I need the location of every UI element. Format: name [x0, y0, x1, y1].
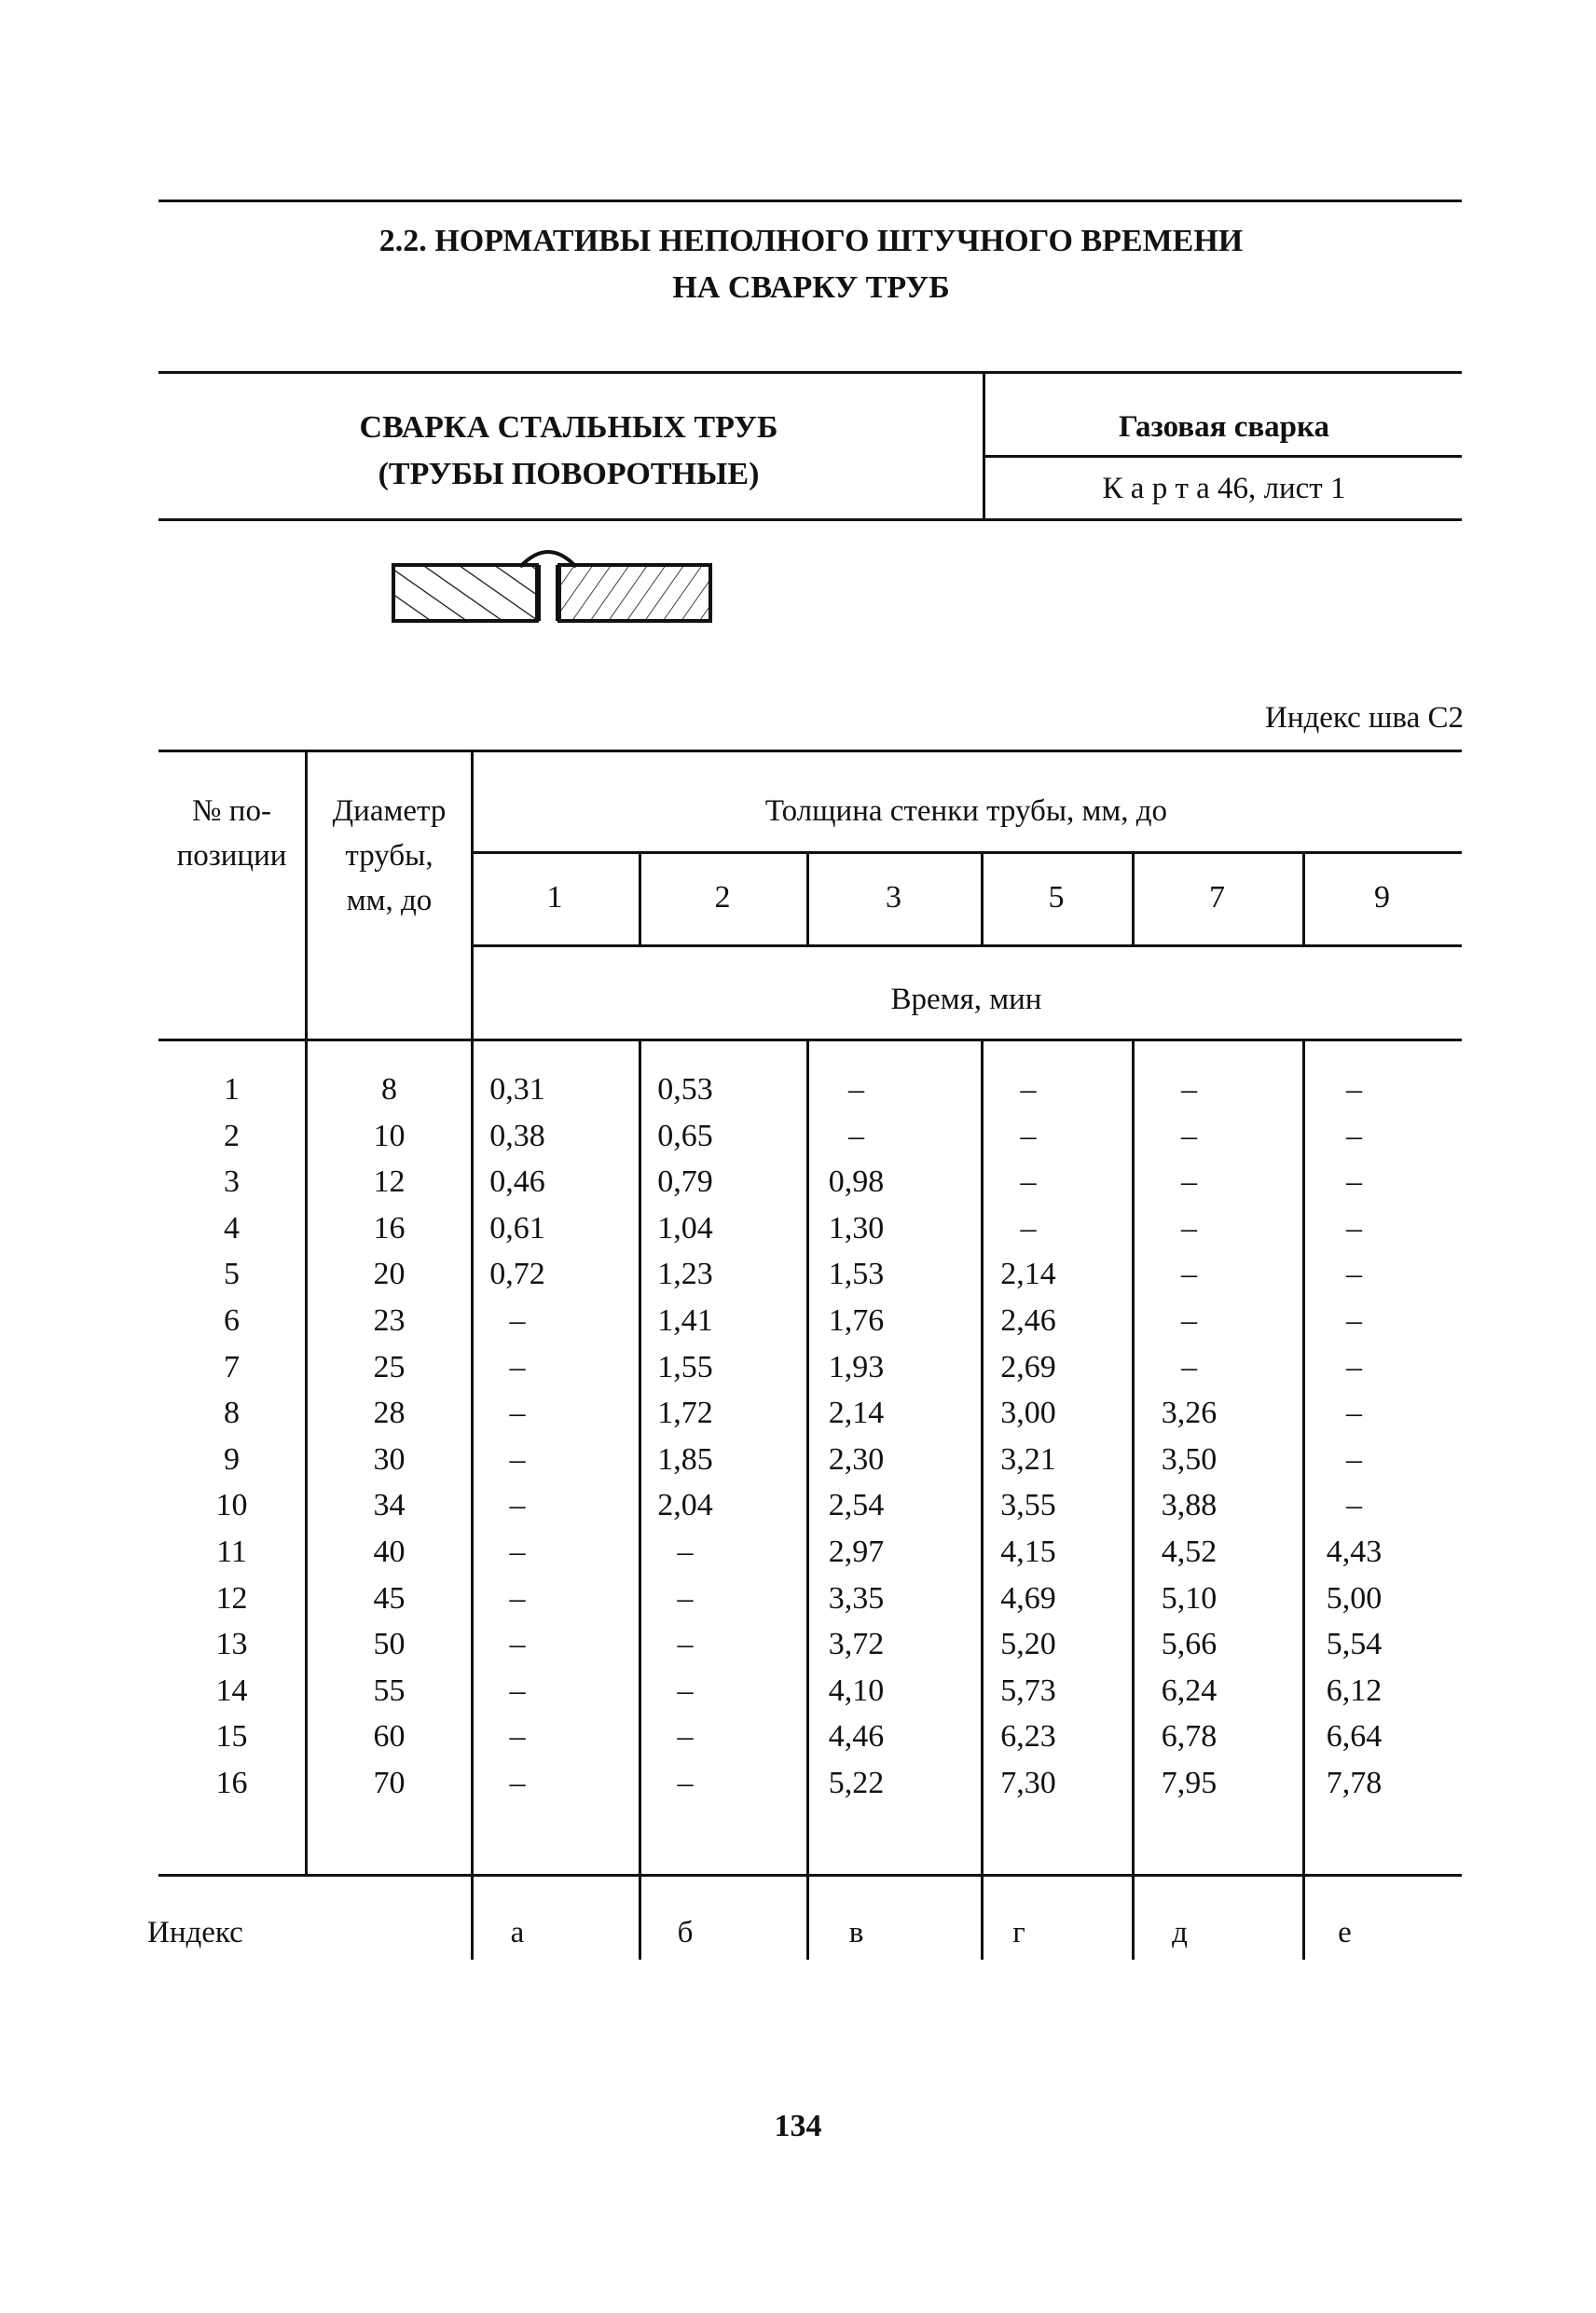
time-cell: – [848, 1119, 864, 1153]
row-diameter: 20 [373, 1257, 406, 1291]
time-cell: 3,26 [1161, 1396, 1218, 1430]
index-value: а [510, 1916, 525, 1949]
time-cell: 2,54 [828, 1488, 885, 1522]
time-cell: – [509, 1719, 526, 1754]
col-header-diameter-line3: мм, до [346, 884, 433, 917]
time-cell: – [509, 1350, 526, 1384]
row-position: 15 [215, 1719, 248, 1754]
time-cell: – [1346, 1488, 1362, 1522]
time-cell: – [509, 1303, 526, 1338]
section-title-line1: 2.2. НОРМАТИВЫ НЕПОЛНОГО ШТУЧНОГО ВРЕМЕНИ [378, 224, 1244, 258]
col-header-position-line1: № по- [192, 794, 271, 828]
time-cell: 4,69 [1000, 1581, 1056, 1616]
row-position: 3 [224, 1164, 240, 1199]
time-cell: 0,79 [657, 1164, 713, 1199]
row-diameter: 55 [373, 1673, 406, 1708]
time-cell: 0,53 [657, 1072, 713, 1107]
col-header-position [158, 789, 305, 878]
time-cell: 0,31 [489, 1072, 545, 1107]
col-header-position-line2: позиции [176, 839, 287, 873]
time-cell: 1,76 [828, 1303, 885, 1338]
time-cell: 3,21 [1000, 1442, 1056, 1477]
index-value: д [1172, 1916, 1188, 1949]
time-cell: 1,04 [657, 1211, 713, 1246]
time-cell: – [677, 1766, 694, 1800]
thickness-value: 5 [1048, 880, 1065, 915]
row-diameter: 40 [373, 1535, 406, 1569]
index-label: Индекс [147, 1916, 243, 1949]
row-diameter: 28 [373, 1396, 406, 1430]
row-diameter: 30 [373, 1442, 406, 1477]
left-plate [393, 565, 537, 621]
time-cell: – [677, 1627, 694, 1661]
time-cell: 3,88 [1161, 1488, 1218, 1522]
card-header-divider [983, 371, 985, 520]
time-cell: 3,50 [1161, 1442, 1218, 1477]
row-position: 14 [215, 1673, 248, 1708]
row-diameter: 23 [373, 1303, 406, 1338]
time-cell: 5,00 [1326, 1581, 1383, 1616]
time-cell: 6,23 [1000, 1719, 1056, 1754]
time-cell: 1,30 [828, 1211, 885, 1246]
time-cell: 6,64 [1326, 1719, 1383, 1754]
card-header-right-divider [983, 455, 1462, 458]
time-cell: – [1181, 1350, 1197, 1384]
time-cell: 6,78 [1161, 1719, 1218, 1754]
time-cell: 0,65 [657, 1119, 713, 1153]
time-cell: 5,22 [828, 1766, 885, 1800]
thickness-value: 7 [1209, 880, 1225, 915]
time-cell: 0,38 [489, 1119, 545, 1153]
time-cell: – [1346, 1072, 1362, 1107]
time-cell: 2,14 [828, 1396, 885, 1430]
time-cell: 2,46 [1000, 1303, 1056, 1338]
time-cell: – [677, 1673, 694, 1708]
row-position: 11 [216, 1535, 247, 1569]
time-cell: – [1346, 1257, 1362, 1291]
time-cell: – [1181, 1211, 1197, 1246]
time-cell: – [509, 1627, 526, 1661]
time-cell: 2,04 [657, 1488, 713, 1522]
thickness-value: 1 [546, 880, 563, 915]
time-cell: 3,72 [828, 1627, 885, 1661]
thickness-values-rule [471, 944, 1462, 947]
time-cell: 1,72 [657, 1396, 713, 1430]
card-header-top-rule [158, 371, 1462, 374]
row-position: 2 [224, 1119, 240, 1153]
time-cell: – [677, 1535, 694, 1569]
time-cell: 2,69 [1000, 1350, 1056, 1384]
time-cell: 4,10 [828, 1673, 885, 1708]
time-header: Время, мин [890, 983, 1042, 1016]
time-cell: – [509, 1535, 526, 1569]
time-cell: 1,93 [828, 1350, 885, 1384]
page-number: 134 [774, 2109, 822, 2143]
time-cell: 0,61 [489, 1211, 545, 1246]
time-cell: 2,97 [828, 1535, 885, 1569]
row-position: 5 [224, 1257, 240, 1291]
seam-index: Индекс шва С2 [1264, 701, 1464, 735]
time-cell: – [1181, 1257, 1197, 1291]
time-cell: 5,66 [1161, 1627, 1218, 1661]
row-diameter: 34 [373, 1488, 406, 1522]
thickness-value: 2 [714, 880, 731, 915]
time-cell: – [1181, 1119, 1197, 1153]
time-cell: – [509, 1442, 526, 1477]
row-diameter: 12 [373, 1164, 406, 1199]
card-header-bottom-rule [158, 518, 1462, 521]
row-position: 6 [224, 1303, 240, 1338]
time-cell: – [1346, 1442, 1362, 1477]
time-cell: 5,20 [1000, 1627, 1056, 1661]
time-cell: – [677, 1719, 694, 1754]
time-cell: – [509, 1396, 526, 1430]
time-cell: – [1020, 1211, 1037, 1246]
card-sheet-label: К а р т а 46, лист 1 [1102, 472, 1346, 505]
right-plate [559, 565, 710, 621]
time-cell: 2,30 [828, 1442, 885, 1477]
row-position: 12 [215, 1581, 248, 1616]
card-title-line1: СВАРКА СТАЛЬНЫХ ТРУБ [359, 410, 778, 445]
time-cell: 6,12 [1326, 1673, 1383, 1708]
time-cell: 1,41 [657, 1303, 713, 1338]
row-position: 4 [224, 1211, 240, 1246]
time-cell: – [1346, 1303, 1362, 1338]
time-cell: – [509, 1766, 526, 1800]
thickness-value: 9 [1374, 880, 1390, 915]
col-header-diameter [308, 789, 471, 923]
time-cell: – [509, 1488, 526, 1522]
time-cell: – [1346, 1211, 1362, 1246]
time-cell: 3,55 [1000, 1488, 1056, 1522]
row-position: 1 [224, 1072, 240, 1107]
time-cell: 5,73 [1000, 1673, 1056, 1708]
time-cell: – [1346, 1350, 1362, 1384]
time-cell: – [509, 1581, 526, 1616]
row-diameter: 70 [373, 1766, 406, 1800]
time-cell: 1,85 [657, 1442, 713, 1477]
time-cell: – [1020, 1072, 1037, 1107]
row-position: 10 [215, 1488, 248, 1522]
time-cell: – [1020, 1119, 1037, 1153]
time-cell: 7,78 [1326, 1766, 1383, 1800]
time-cell: 4,52 [1161, 1535, 1218, 1569]
table-header-bottom-rule [158, 1039, 1462, 1041]
row-diameter: 50 [373, 1627, 406, 1661]
row-position: 7 [224, 1350, 240, 1384]
card-title-line2: (ТРУБЫ ПОВОРОТНЫЕ) [378, 457, 760, 491]
time-cell: – [848, 1072, 864, 1107]
time-cell: 0,46 [489, 1164, 545, 1199]
row-diameter: 10 [373, 1119, 406, 1153]
time-cell: 3,35 [828, 1581, 885, 1616]
time-cell: 7,30 [1000, 1766, 1056, 1800]
time-cell: – [1346, 1164, 1362, 1199]
row-position: 8 [224, 1396, 240, 1430]
time-cell: – [509, 1673, 526, 1708]
time-cell: 7,95 [1161, 1766, 1218, 1800]
time-cell: 4,46 [828, 1719, 885, 1754]
time-cell: 4,43 [1326, 1535, 1383, 1569]
thickness-value: 3 [886, 880, 901, 915]
row-diameter: 8 [381, 1072, 397, 1107]
time-cell: – [1181, 1303, 1197, 1338]
row-diameter: 45 [373, 1581, 406, 1616]
time-cell: 0,72 [489, 1257, 545, 1291]
time-cell: 5,10 [1161, 1581, 1218, 1616]
row-position: 13 [215, 1627, 248, 1661]
row-diameter: 25 [373, 1350, 406, 1384]
time-cell: 2,14 [1000, 1257, 1056, 1291]
col-header-diameter-line2: трубы, [345, 839, 433, 873]
thickness-header: Толщина стенки трубы, мм, до [764, 794, 1168, 828]
index-value: б [677, 1916, 694, 1949]
row-position: 16 [215, 1766, 248, 1800]
time-cell: 0,98 [828, 1164, 885, 1199]
row-position: 9 [224, 1442, 240, 1477]
thickness-header-rule [471, 851, 1462, 854]
time-cell: 4,15 [1000, 1535, 1056, 1569]
index-value: е [1338, 1916, 1352, 1949]
time-cell: – [1346, 1119, 1362, 1153]
weld-seam-diagram [390, 543, 722, 626]
welding-type: Газовая сварка [1118, 410, 1330, 444]
time-cell: 1,55 [657, 1350, 713, 1384]
row-diameter: 16 [373, 1211, 406, 1246]
time-cell: 1,23 [657, 1257, 713, 1291]
row-diameter: 60 [373, 1719, 406, 1754]
index-value: г [1012, 1916, 1025, 1949]
table-body-bottom-rule [158, 1874, 1462, 1877]
index-value: в [848, 1916, 864, 1949]
top-rule [158, 200, 1462, 202]
time-cell: 1,53 [828, 1257, 885, 1291]
time-cell: – [677, 1581, 694, 1616]
section-title-line2: НА СВАРКУ ТРУБ [672, 270, 950, 305]
table-top-rule [158, 750, 1462, 752]
time-cell: 5,54 [1326, 1627, 1383, 1661]
time-cell: 3,00 [1000, 1396, 1056, 1430]
time-cell: 6,24 [1161, 1673, 1218, 1708]
time-cell: – [1181, 1072, 1197, 1107]
time-cell: – [1346, 1396, 1362, 1430]
time-cell: – [1020, 1164, 1037, 1199]
time-cell: – [1181, 1164, 1197, 1199]
col-header-diameter-line1: Диаметр [332, 794, 447, 828]
